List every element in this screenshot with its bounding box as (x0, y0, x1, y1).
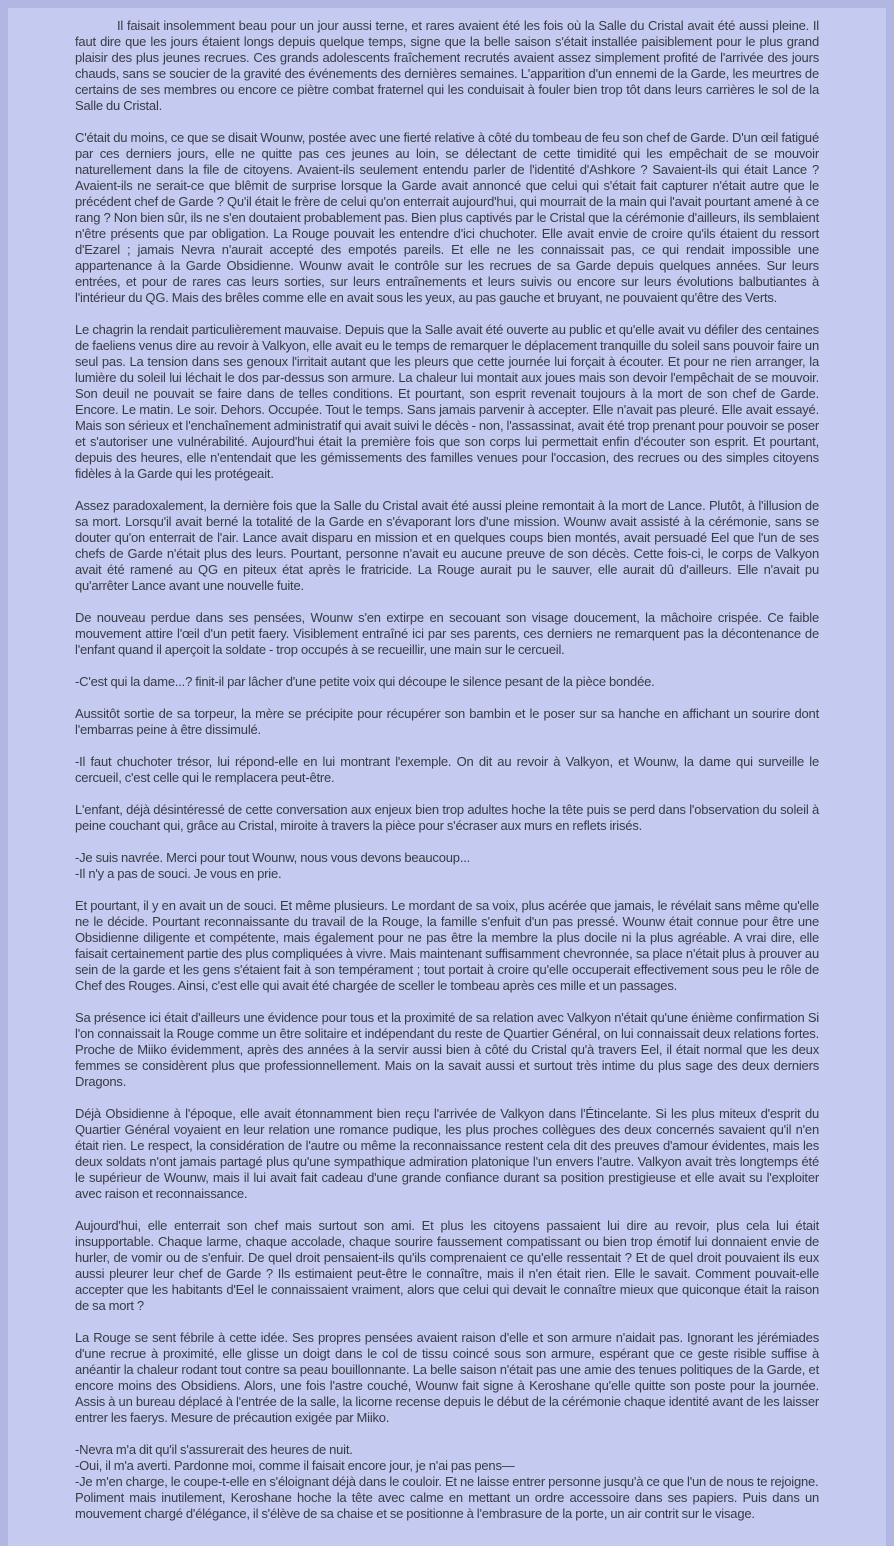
paragraph: Aujourd'hui, elle enterrait son chef mais surtout son ami. Et plus les citoyens passaient lui dire au revoir, plus cela lui était insupportable. Chaque larme, chaque accolade, chaque sourire faussement compatissant ou bien trop émotif lui donnaient envie de hurler, de vomir ou de s'enfuir. De quel droit pensaient-ils qu'ils comprenaient ce qu'elle ressentait ? Et de quel droit pouvaient ils eux aussi pleurer leur chef de Garde ? Ils estimaient peut-être le connaître, mais il n'en était rien. Elle le savait. Comment pouvait-elle accepter que les habitants d'Eel le connaissaient vraiment, alors que celui qui devait le connaître mieux que quiconque était la raison de sa mort ? (75, 1218, 819, 1313)
paragraph: Déjà Obsidienne à l'époque, elle avait étonnamment bien reçu l'arrivée de Valkyon dans l'Étincelante. Si les plus miteux d'esprit du Quartier Général voyaient en leur relation une romance pudique, les plus proches collègues des deux concernés savaient qu'il n'en était rien. Le respect, la considération de l'autre ou même la reconnaissance restent cela dit des preuves d'amour évidentes, mais les deux soldats n'ont jamais partagé plus qu'une sympathique admiration platonique l'un envers l'autre. Valkyon avait très longtemps été le supérieur de Wounw, mais il lui avait fait cadeau d'une grande confiance durant sa position prestigieuse et elle avait su l'exploiter avec raison et reconnaissance. (75, 1106, 819, 1201)
paragraph: -Il faut chuchoter trésor, lui répond-elle en lui montrant l'exemple. On dit au revoir à Valkyon, et Wounw, la dame qui surveille le cercueil, c'est celle qui le remplacera peut-être. (75, 754, 819, 785)
story-text (75, 18, 819, 1522)
paragraph: Aussitôt sortie de sa torpeur, la mère se précipite pour récupérer son bambin et le poser sur sa hanche en affichant un sourire dont l'embarras peine à être dissimulé. (75, 706, 819, 737)
paragraph: L'enfant, déjà désintéressé de cette conversation aux enjeux bien trop adultes hoche la tête puis se perd dans l'observation du soleil à peine couchant qui, grâce au Cristal, miroite à travers la pièce pour s'écraser aux murs en reflets irisés. (75, 802, 819, 833)
paragraph: Et pourtant, il y en avait un de souci. Et même plusieurs. Le mordant de sa voix, plus acérée que jamais, le révélait sans même qu'elle ne le décide. Pourtant reconnaissante du travail de la Rouge, la famille s'enfuit d'un pas pressé. Wounw était connue pour être une Obsidienne diligente et compétente, mais également pour ne pas être la membre la plus docile ni la plus agréable. A vrai dire, elle faisait certainement partie des plus compliquées à vivre. Mais maintenant suffisamment chevronnée, sa place n'était plus à prouver au sein de la garde et les gens s'étaient fait à son tempérament ; tout portait à croire qu'elle occuperait effectivement sous peu le rôle de Chef des Rouges. Ainsi, c'est elle qui avait été chargée de sceller le tombeau après ces mille et un passages. (75, 898, 819, 993)
document-page (8, 8, 886, 1546)
paragraph: Assez paradoxalement, la dernière fois que la Salle du Cristal avait été aussi pleine remontait à la mort de Lance. Plutôt, à l'illusion de sa mort. Lorsqu'il avait berné la totalité de la Garde en s'évaporant lors d'une mission. Wounw avait assisté à la cérémonie, sans se douter qu'on enterrait de l'air. Lance avait disparu en mission et en quelques coups bien montés, avait persuadé Eel que l'un de ses chefs de Garde n'était plus des leurs. Pourtant, personne n'avait eu aucune preuve de son décès. Cette fois-ci, le corps de Valkyon avait été ramené au QG en piteux état après le fratricide. La Rouge aurait pu le sauver, elle aurait dû d'ailleurs. Elle n'avait pu qu'arrêter Lance avant une nouvelle fuite. (75, 498, 819, 593)
paragraph: Le chagrin la rendait particulièrement mauvaise. Depuis que la Salle avait été ouverte au public et qu'elle avait vu défiler des centaines de faeliens venus dire au revoir à Valkyon, elle avait eu le temps de remarquer le déplacement tranquille du soleil sans pouvoir faire un seul pas. La tension dans ses genoux l'irritait autant que les pleurs que cette journée lui forçait à écouter. Et pour ne rien arranger, la lumière du soleil lui léchait le dos par-dessus son armure. La chaleur lui montait aux joues mais son devoir l'empêchait de se mouvoir. Son deuil ne pouvait se faire dans de telles conditions. Et pourtant, son esprit revenait toujours à la mort de son chef de Garde. Encore. Le matin. Le soir. Dehors. Occupée. Tout le temps. Sans jamais parvenir à accepter. Elle n'avait pas pleuré. Elle avait essayé. Mais son sérieux et l'enchaînement administratif qui avait suivi le décès - non, l'assassinat, avait été trop prenant pour pouvoir se poser et s'autoriser une vulnérabilité. Aujourd'hui était la première fois que son corps lui permettait enfin d'écouter son esprit. Et pourtant, depuis des heures, elle n'entendait que les gémissements des familles venues pour l'occasion, des recrues ou des simples citoyens fidèles à la Garde qui les protégeait. (75, 322, 819, 481)
paragraph: -Nevra m'a dit qu'il s'assurerait des heures de nuit. -Oui, il m'a averti. Pardonne moi, comme il faisait encore jour, je n'ai pas pens— -Je m'en charge, le coupe-t-elle en s'éloignant déjà dans le couloir. Et ne laisse entrer personne jusqu'à ce que l'un de nous te rejoigne. Poliment mais inutilement, Keroshane hoche la tête avec calme en mettant un ordre accessoire dans ses papiers. Puis dans un mouvement chargé d'élégance, il s'élève de sa chaise et se positionne à l'embrasure de la porte, un air contrit sur le visage. (75, 1442, 819, 1521)
paragraph: -C'est qui la dame...? finit-il par lâcher d'une petite voix qui découpe le silence pesant de la pièce bondée. (75, 674, 655, 689)
paragraph: Il faisait insolemment beau pour un jour aussi terne, et rares avaient été les fois où la Salle du Cristal avait été aussi pleine. Il faut dire que les jours étaient longs depuis quelque temps, signe que la belle saison s'était installée paisiblement pour le plus grand plaisir des plus jeunes recrues. Ces grands adolescents fraîchement recrutés avaient assez simplement profité de l'arrivée des jours chauds, sans se soucier de la gravité des événements des dernières semaines. L'apparition d'un ennemi de la Garde, les meurtres de certains de ses membres ou encore ce piètre combat fraternel qui les conduisait à fouler bien trop tôt dans leurs carrières le sol de la Salle du Cristal. (75, 18, 819, 113)
paragraph: Sa présence ici était d'ailleurs une évidence pour tous et la proximité de sa relation avec Valkyon n'était qu'une énième confirmation Si l'on connaissait la Rouge comme un être solitaire et indépendant du reste de Quartier Général, on lui connaissait deux relations fortes. Proche de Miiko évidemment, après des années à la servir aussi bien à côté du Cristal qu'à travers Eel, il était normal que les deux femmes se considèrent plus que professionnellement. Mais on la savait aussi et surtout très intime du plus sage des deux derniers Dragons. (75, 1010, 819, 1089)
paragraph: C'était du moins, ce que se disait Wounw, postée avec une fierté relative à côté du tombeau de feu son chef de Garde. D'un œil fatigué par ces derniers jours, elle ne quitte pas ces jeunes au loin, se délectant de cette timidité qui les empêchait de se mouvoir naturellement dans la file de citoyens. Avaient-ils seulement entendu parler de l'identité d'Ashkore ? Savaient-ils qui était Lance ? Avaient-ils ne serait-ce que blêmit de surprise lorsque la Garde avait annoncé que celui qui s'était fait capturer n'était autre que le précédent chef de Garde ? Qu'il était le frère de celui qu'on enterrait aujourd'hui, qui mourrait de la main qui l'avait pourtant amené à ce rang ? Non bien sûr, ils ne s'en doutaient probablement pas. Bien plus captivés par le Cristal que la cérémonie d'ailleurs, ils semblaient n'être présents que par obligation. La Rouge pouvait les entendre d'ici chuchoter. Elle avait envie de croire qu'ils étaient du ressort d'Ezarel ; jamais Nevra n'aurait accepté des empotés pareils. Et elle ne les connaissait pas, ce qui rendait impossible une appartenance à la Garde Obsidienne. Wounw avait le contrôle sur les recrues de sa Garde depuis quelques années. Sur leurs entrées, et pour de rares cas leurs sorties, sur leurs entraînements et leurs suivis ou encore sur leurs évolutions balbutiantes à l'intérieur du QG. Mais des brêles comme elle en avait sous les yeux, au pas gauche et bruyant, ne pouvaient qu'être des Verts. (75, 130, 819, 305)
paragraph: La Rouge se sent fébrile à cette idée. Ses propres pensées avaient raison d'elle et son armure n'aidait pas. Ignorant les jérémiades d'une recrue à proximité, elle glisse un doigt dans le col de tissu coincé sous son armure, espérant que ce geste risible suffise à anéantir la chaleur rodant tout contre sa peau bouillonnante. La belle saison n'était pas une amie des tenues politiques de la Garde, et encore moins des Obsidiens. Alors, une fois l'astre couché, Wounw fait signe à Keroshane qu'elle quitte son poste pour la journée. Assis à un bureau déplacé à l'entrée de la salle, la licorne recense depuis le début de la cérémonie chaque identité avant de les laisser entrer les faerys. Mesure de précaution exigée par Miiko. (75, 1330, 819, 1425)
paragraph: -Je suis navrée. Merci pour tout Wounw, nous vous devons beaucoup... -Il n'y a pas de souci. Je vous en prie. (75, 850, 471, 881)
paragraph: De nouveau perdue dans ses pensées, Wounw s'en extirpe en secouant son visage doucement, la mâchoire crispée. Ce faible mouvement attire l'œil d'un petit faery. Visiblement entraîné ici par ses parents, ces derniers ne remarquent pas la décontenance de l'enfant quand il aperçoit la soldate - trop occupés à se recueillir, une main sur le cercueil. (75, 610, 819, 657)
